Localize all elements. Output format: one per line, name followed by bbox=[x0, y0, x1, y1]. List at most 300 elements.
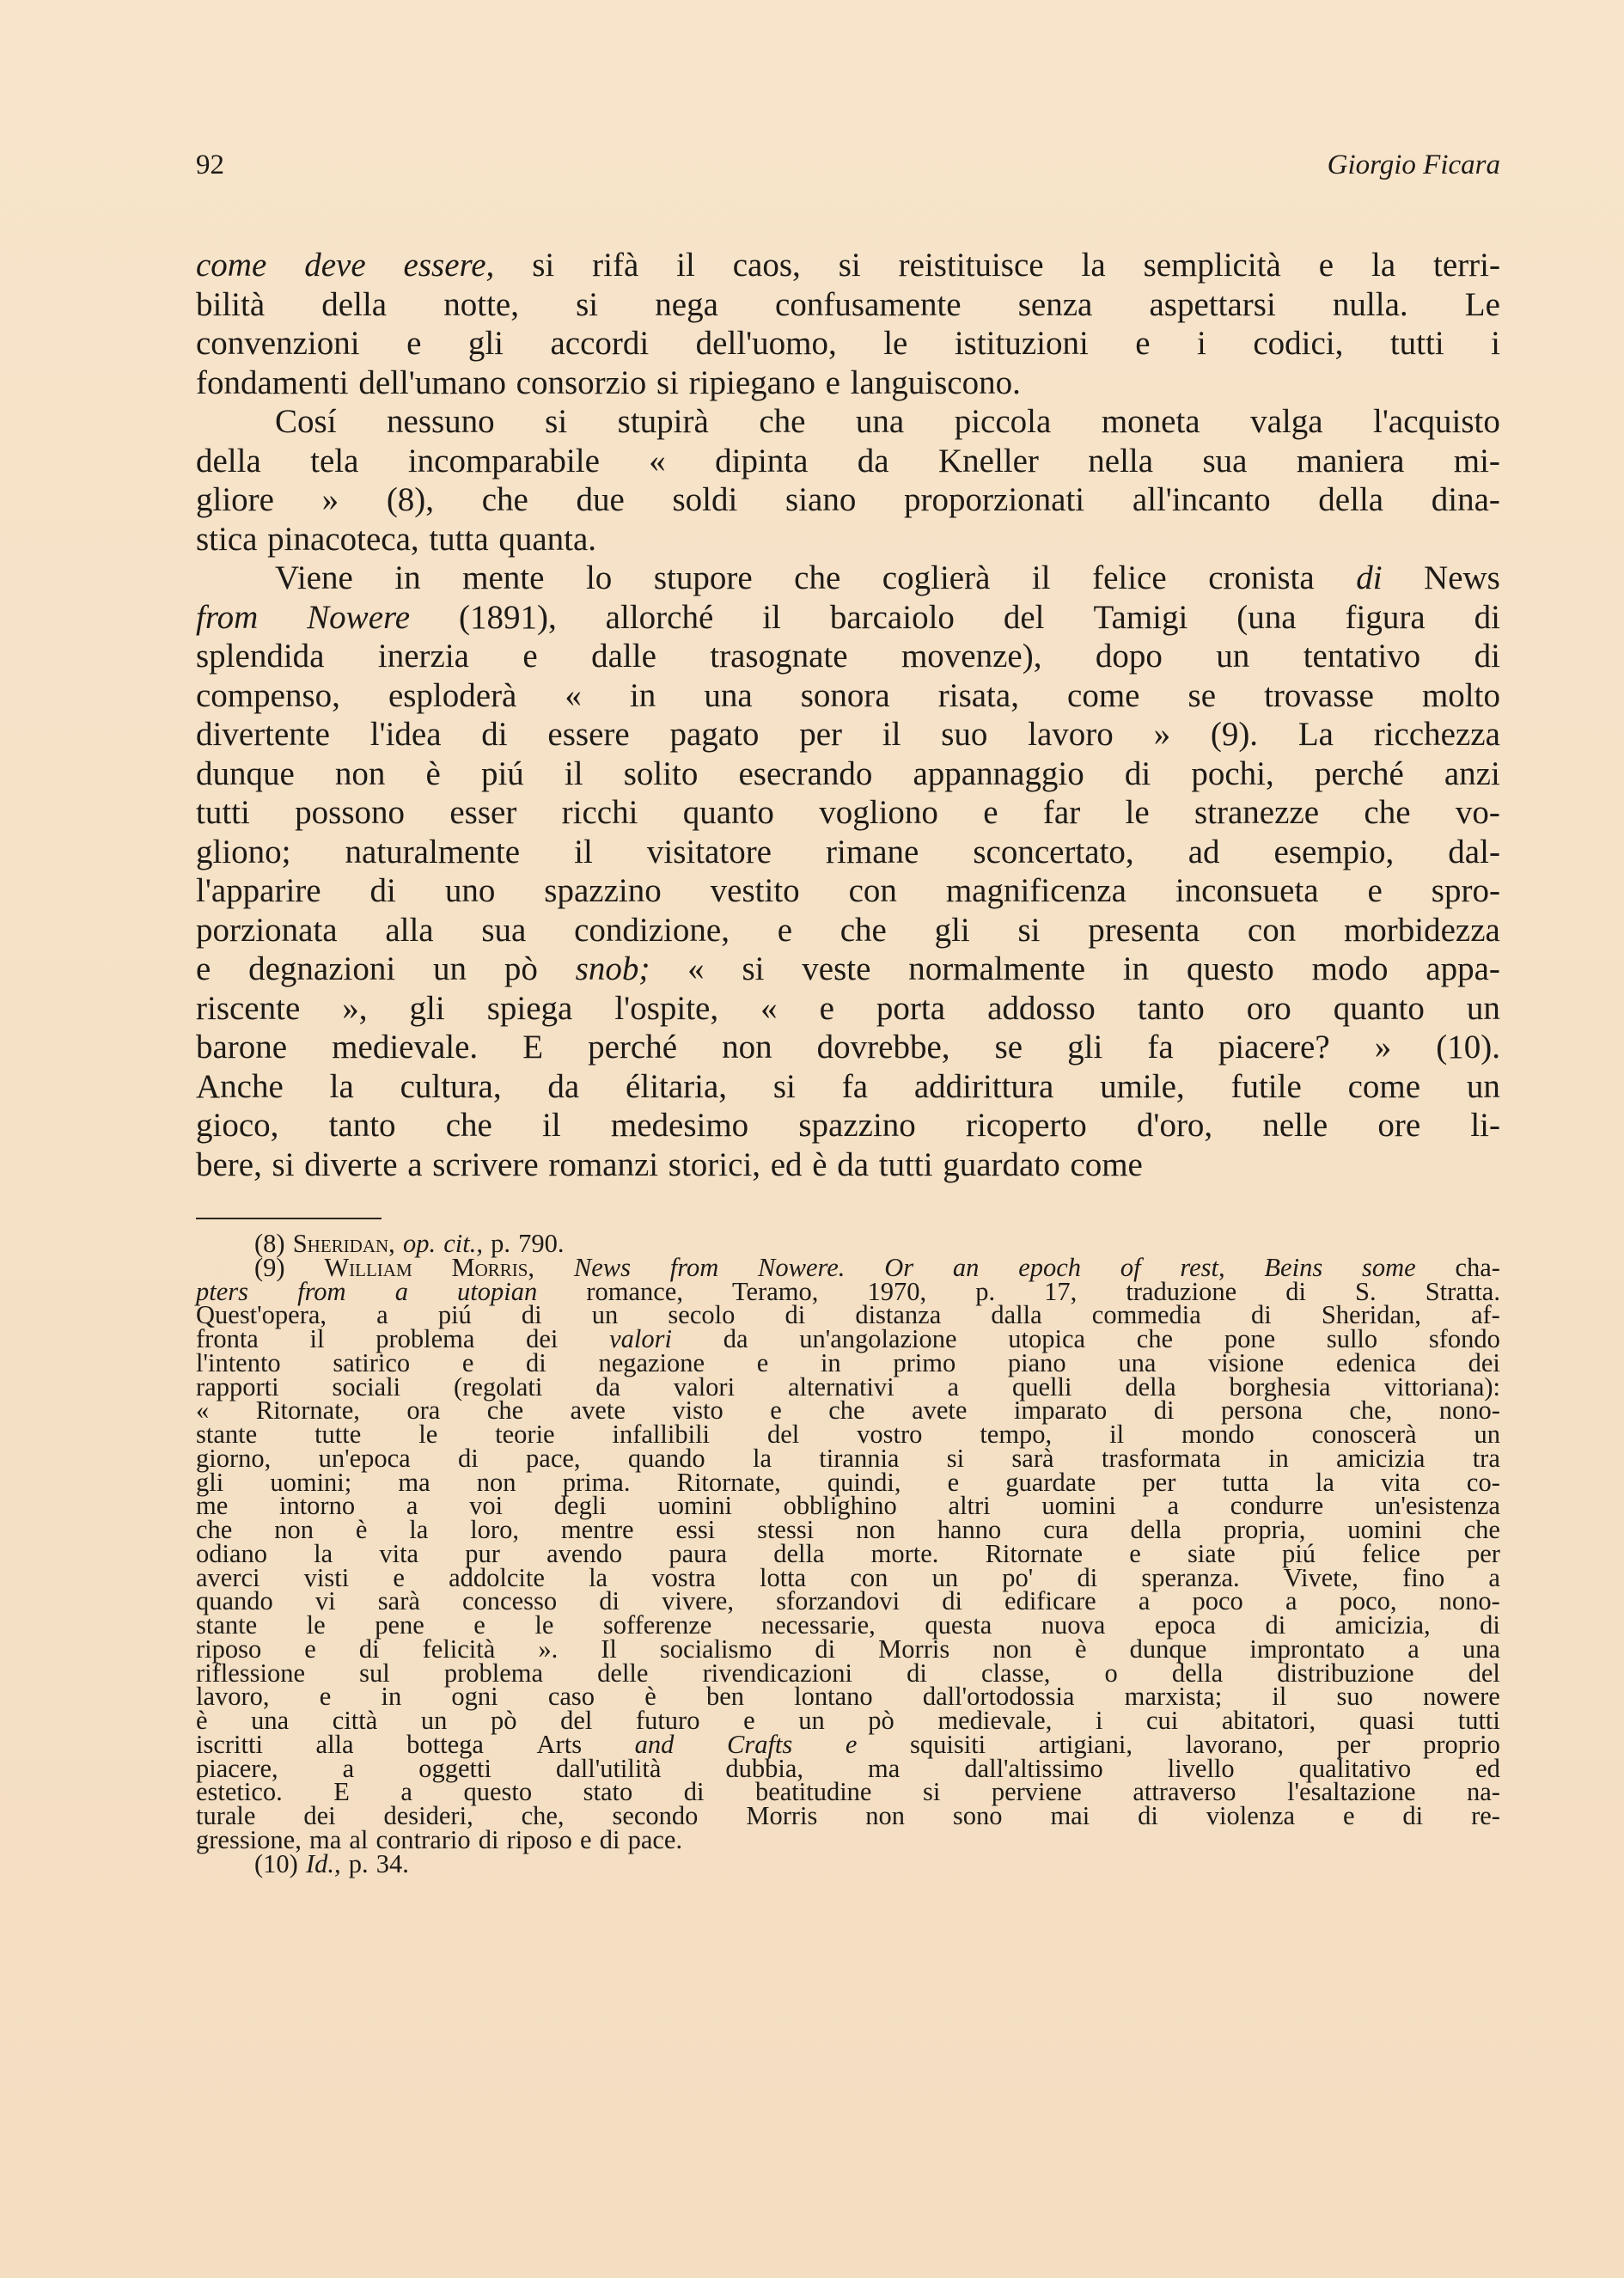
footnote-word: dall'ortodossia bbox=[922, 1682, 1075, 1712]
body-word: che bbox=[794, 559, 841, 596]
footnote-word: di bbox=[1285, 1276, 1306, 1306]
footnote-word: e bbox=[393, 1562, 405, 1592]
body-line bbox=[196, 598, 1500, 638]
footnote-word: di bbox=[1265, 1610, 1286, 1640]
body-word: » bbox=[1153, 716, 1171, 753]
footnote-word: pò bbox=[490, 1706, 517, 1735]
footnote-word: e bbox=[770, 1396, 782, 1426]
footnote-word: a bbox=[342, 1753, 355, 1783]
footnote-word: cura bbox=[1043, 1515, 1089, 1544]
footnote-word: 34. bbox=[375, 1848, 409, 1878]
footnote-word: turale bbox=[196, 1801, 256, 1830]
body-word: » bbox=[321, 481, 339, 518]
footnote-word: and bbox=[634, 1729, 675, 1759]
body-word: spro- bbox=[1431, 872, 1500, 909]
body-word: tutti bbox=[196, 794, 250, 831]
footnote-word: altri bbox=[948, 1491, 991, 1521]
body-word: dopo bbox=[1095, 638, 1163, 675]
body-word: proporzionati bbox=[904, 481, 1085, 518]
footnote-word: ma bbox=[398, 1467, 430, 1497]
footnote-word: sul bbox=[359, 1658, 390, 1688]
footnote-word: essi bbox=[675, 1515, 716, 1544]
body-word: visitatore bbox=[646, 833, 772, 870]
footnote-word: pace. bbox=[627, 1824, 683, 1854]
body-word: una bbox=[704, 676, 753, 714]
footnote-word: ogni bbox=[451, 1682, 498, 1712]
body-word: un bbox=[1216, 638, 1250, 675]
footnote-word: averci bbox=[196, 1562, 260, 1592]
body-word: quanta. bbox=[498, 520, 597, 558]
body-word: from bbox=[196, 598, 259, 636]
body-line bbox=[196, 363, 1500, 403]
body-word: di bbox=[1124, 754, 1151, 792]
body-line bbox=[196, 246, 1500, 285]
footnote-word: attraverso bbox=[1133, 1777, 1236, 1807]
body-word: inconsueta bbox=[1175, 872, 1319, 909]
footnote-word: città bbox=[332, 1706, 378, 1735]
body-word: fondamenti bbox=[196, 363, 349, 401]
footnote-word: ma bbox=[868, 1753, 901, 1783]
footnote-word: la bbox=[409, 1515, 429, 1544]
footnote-word: Stratta. bbox=[1425, 1276, 1500, 1306]
body-word: nulla. bbox=[1332, 285, 1408, 323]
footnote-word: addolcite bbox=[449, 1562, 545, 1592]
footnote-word: vita bbox=[1381, 1467, 1420, 1497]
body-word: ad bbox=[1187, 833, 1220, 870]
body-word: gli bbox=[467, 325, 504, 362]
body-word: medievale. bbox=[332, 1029, 479, 1066]
footnote-word: le bbox=[418, 1420, 438, 1449]
body-word: mi- bbox=[1453, 442, 1500, 479]
footnote-word: quelli bbox=[1011, 1371, 1072, 1402]
footnote-word: che bbox=[486, 1396, 524, 1426]
footnote-line bbox=[196, 1848, 1500, 1878]
footnote-word: felice bbox=[1362, 1538, 1420, 1568]
body-word: accordi bbox=[550, 325, 650, 362]
footnote-word: un'epoca bbox=[318, 1443, 411, 1473]
body-word: naturalmente bbox=[345, 833, 521, 870]
body-word: Anche bbox=[196, 1067, 284, 1105]
body-word: la bbox=[1371, 247, 1396, 284]
body-line bbox=[196, 833, 1500, 872]
footnote-separator bbox=[196, 1218, 382, 1219]
body-word: (10). bbox=[1436, 1029, 1500, 1066]
footnote-word: contrario bbox=[375, 1824, 471, 1854]
footnote-word: pur bbox=[465, 1538, 500, 1568]
body-word: si bbox=[656, 363, 679, 401]
footnote-word: from bbox=[669, 1252, 719, 1282]
body-word: e bbox=[1367, 872, 1383, 909]
footnote-word: non bbox=[476, 1467, 516, 1497]
footnote-word: from bbox=[297, 1276, 346, 1306]
body-word: le bbox=[883, 325, 908, 362]
body-word: dina- bbox=[1431, 481, 1500, 518]
body-word: addirittura bbox=[913, 1067, 1054, 1105]
footnote-word: dei bbox=[303, 1801, 336, 1830]
body-word: il bbox=[542, 1107, 561, 1144]
footnote-word: infallibili bbox=[612, 1420, 711, 1449]
body-word: la bbox=[329, 1067, 354, 1105]
footnote-word: siate bbox=[1187, 1538, 1236, 1568]
footnote-word: la bbox=[752, 1443, 772, 1473]
footnote-word: Beins bbox=[1264, 1252, 1323, 1282]
footnote-word: da bbox=[723, 1324, 748, 1353]
body-word: tela bbox=[310, 442, 359, 479]
body-word: sconcertato, bbox=[973, 833, 1134, 870]
footnote-word: Morris, bbox=[451, 1252, 535, 1282]
body-word: languiscono. bbox=[850, 363, 1021, 401]
body-word: inerzia bbox=[377, 638, 469, 675]
body-word: normalmente bbox=[908, 950, 1086, 987]
body-word: il bbox=[676, 247, 695, 284]
running-header bbox=[196, 150, 1500, 187]
footnote-word: conoscerà bbox=[1311, 1420, 1417, 1449]
body-word: storici, bbox=[668, 1145, 761, 1183]
body-word: tutti bbox=[1389, 325, 1444, 362]
footnote-word: secondo bbox=[612, 1801, 699, 1830]
body-word: Nowere bbox=[307, 598, 411, 636]
footnote-word: caso bbox=[547, 1682, 595, 1712]
body-word: gli bbox=[934, 911, 970, 949]
footnote-word: Crafts bbox=[727, 1729, 793, 1759]
body-word: come bbox=[1067, 676, 1140, 714]
footnote-word: primo bbox=[893, 1347, 956, 1377]
body-word: di bbox=[1474, 598, 1500, 636]
footnote-word: fino bbox=[1402, 1562, 1445, 1592]
footnote-word: tra bbox=[1472, 1443, 1500, 1473]
body-word: » bbox=[1374, 1029, 1392, 1066]
footnote-word: e bbox=[580, 1824, 592, 1854]
body-word: un bbox=[1466, 1067, 1500, 1105]
body-word: si bbox=[532, 247, 555, 284]
footnote-word: lotta bbox=[759, 1562, 807, 1592]
footnote-word: delle bbox=[597, 1658, 649, 1688]
body-word: mente bbox=[462, 559, 545, 596]
footnote-word: a bbox=[947, 1371, 960, 1402]
footnote-word: con bbox=[850, 1562, 888, 1592]
body-word: modo bbox=[1311, 950, 1389, 987]
body-word: dell'umano bbox=[358, 363, 506, 401]
body-word: gliore bbox=[196, 481, 274, 518]
footnote-word: of bbox=[1120, 1252, 1141, 1282]
footnote-word: improntato bbox=[1249, 1634, 1365, 1664]
footnote-word: bottega bbox=[406, 1729, 484, 1759]
body-word: della bbox=[196, 442, 261, 479]
footnote-word: oggetti bbox=[418, 1753, 491, 1783]
body-word: stica bbox=[196, 520, 258, 558]
footnote-word: utopica bbox=[1008, 1324, 1086, 1353]
body-word: rimane bbox=[826, 833, 919, 870]
footnote-word: suo bbox=[1336, 1682, 1373, 1712]
body-word: aspettarsi bbox=[1149, 285, 1276, 323]
footnote-word: Arts bbox=[536, 1729, 583, 1759]
body-word: semplicità bbox=[1143, 247, 1281, 284]
footnote-word: imparato bbox=[1013, 1396, 1108, 1426]
footnote-word: morte. bbox=[870, 1538, 939, 1568]
body-word: (9). bbox=[1210, 716, 1259, 753]
body-line bbox=[196, 520, 1500, 559]
footnote-word: di bbox=[526, 1347, 546, 1377]
footnote-word: epoca bbox=[1154, 1610, 1216, 1640]
footnote-word: Sheridan, bbox=[1321, 1300, 1421, 1330]
body-word: gli bbox=[409, 989, 445, 1027]
footnote-word: odiano bbox=[196, 1538, 268, 1568]
body-word: incomparabile bbox=[407, 442, 600, 479]
body-word: cronista bbox=[1208, 559, 1315, 596]
main-text bbox=[196, 246, 1500, 1184]
body-word: e bbox=[819, 989, 834, 1027]
footnote-word: voi bbox=[469, 1491, 504, 1521]
footnote-word: di bbox=[599, 1824, 620, 1854]
body-word: essere bbox=[547, 716, 630, 753]
footnote-word: intorno bbox=[278, 1491, 356, 1521]
body-word: ed bbox=[770, 1145, 803, 1183]
footnote-word: tempo, bbox=[980, 1420, 1053, 1449]
footnote-word: mai bbox=[1050, 1801, 1090, 1830]
footnote-word: livello bbox=[1167, 1753, 1235, 1783]
footnote-word: a bbox=[1167, 1491, 1180, 1521]
footnote-word: vittoriana): bbox=[1383, 1371, 1500, 1402]
footnote-word: si bbox=[922, 1777, 941, 1807]
body-line bbox=[196, 793, 1500, 833]
body-word: per bbox=[799, 716, 842, 753]
footnote-word: che, bbox=[521, 1801, 565, 1830]
footnote-word: avendo bbox=[546, 1538, 623, 1568]
footnote-word: una bbox=[251, 1706, 290, 1735]
body-line bbox=[196, 950, 1500, 989]
footnote-word: e bbox=[743, 1706, 755, 1735]
body-word: tutti bbox=[878, 1145, 933, 1183]
footnote-word: co- bbox=[1466, 1467, 1500, 1497]
footnote-word: Teramo, bbox=[732, 1276, 819, 1306]
body-word: trovasse bbox=[1264, 676, 1374, 714]
footnote-word: squisiti bbox=[910, 1729, 986, 1759]
footnote-word: e bbox=[1129, 1538, 1141, 1568]
body-line bbox=[196, 989, 1500, 1029]
body-word: Le bbox=[1464, 285, 1500, 323]
body-word: pò bbox=[504, 950, 538, 987]
footnote-word: an bbox=[952, 1252, 980, 1282]
footnote-word: Nowere. bbox=[758, 1252, 846, 1282]
footnote-word: al bbox=[349, 1824, 369, 1854]
body-word: (una bbox=[1236, 598, 1297, 636]
body-word: se bbox=[1187, 676, 1217, 714]
footnote-word: sono bbox=[952, 1801, 1003, 1830]
footnote-word: uomini; bbox=[270, 1467, 352, 1497]
body-word: da bbox=[547, 1067, 580, 1105]
body-word: se bbox=[994, 1029, 1023, 1066]
footnote-word: problema bbox=[443, 1658, 544, 1688]
body-word: condizione, bbox=[574, 911, 730, 949]
body-word: con bbox=[848, 872, 897, 909]
body-word: esploderà bbox=[388, 676, 517, 714]
page-number: 92 bbox=[196, 150, 224, 180]
footnote-word: lontano bbox=[794, 1682, 873, 1712]
body-word: possono bbox=[295, 794, 406, 831]
footnote-word: sarà bbox=[377, 1586, 420, 1616]
body-word: barcaiolo bbox=[829, 598, 955, 636]
footnote-word: piú bbox=[437, 1300, 472, 1330]
body-word: figura bbox=[1345, 598, 1426, 636]
body-word: il bbox=[574, 833, 593, 870]
body-word: essere, bbox=[403, 247, 495, 284]
footnote-word: uomini bbox=[1041, 1491, 1116, 1521]
footnote-word: in bbox=[820, 1347, 841, 1377]
footnote-word: dunque bbox=[1129, 1634, 1207, 1664]
body-word: notte, bbox=[443, 285, 519, 323]
body-word: e bbox=[406, 325, 422, 362]
body-word: i bbox=[1197, 325, 1206, 362]
body-word: movenze), bbox=[901, 638, 1042, 675]
body-word: barone bbox=[196, 1029, 288, 1066]
body-word: uno bbox=[444, 872, 496, 909]
footnote-word: me bbox=[196, 1491, 229, 1521]
body-word: gli bbox=[1067, 1029, 1103, 1066]
footnote-word: loro, bbox=[470, 1515, 519, 1544]
footnote-word: p. bbox=[491, 1229, 510, 1258]
body-word: ricchezza bbox=[1373, 716, 1500, 753]
body-word: di bbox=[369, 872, 396, 909]
body-word: si bbox=[272, 1145, 295, 1183]
footnote-word: pone bbox=[1224, 1324, 1276, 1353]
footnote-word: negazione bbox=[598, 1347, 705, 1377]
footnote-word: un bbox=[798, 1706, 825, 1735]
footnote-word: satirico bbox=[333, 1347, 411, 1377]
footnote-word: quando bbox=[196, 1586, 273, 1616]
body-line bbox=[196, 559, 1500, 598]
footnote-word: di bbox=[683, 1777, 705, 1807]
footnote-word: proprio bbox=[1423, 1729, 1500, 1759]
footnote-word: Morris bbox=[878, 1634, 950, 1664]
footnote-word: sociali bbox=[332, 1371, 401, 1402]
body-word: a bbox=[407, 1145, 423, 1183]
body-word: sua bbox=[481, 911, 527, 949]
footnote-word: dall'altissimo bbox=[964, 1753, 1103, 1783]
body-word: (8), bbox=[386, 481, 435, 518]
footnote-word: problema bbox=[375, 1324, 475, 1353]
footnote-word: vostro bbox=[857, 1420, 923, 1449]
body-word: trasognate bbox=[710, 638, 848, 675]
body-word: tanto bbox=[1137, 989, 1205, 1027]
body-word: che bbox=[445, 1107, 492, 1144]
footnote-word: visti bbox=[303, 1562, 350, 1592]
body-word: di bbox=[481, 716, 508, 753]
body-word: degnazioni bbox=[248, 950, 396, 987]
footnote-word: vita bbox=[379, 1538, 419, 1568]
body-word: News bbox=[1424, 559, 1500, 596]
footnote-word: Il bbox=[601, 1634, 617, 1664]
body-word: l'acquisto bbox=[1373, 403, 1500, 440]
body-word: perché bbox=[588, 1029, 678, 1066]
body-word: nega bbox=[655, 285, 718, 323]
footnote-word: re- bbox=[1471, 1801, 1500, 1830]
body-word: far bbox=[1042, 794, 1081, 831]
footnote-word: non bbox=[992, 1634, 1032, 1664]
footnote-word: stato bbox=[583, 1777, 633, 1807]
footnote-word: socialismo bbox=[659, 1634, 772, 1664]
body-line bbox=[196, 442, 1500, 481]
footnote-word: del bbox=[560, 1706, 593, 1735]
footnote-word: piacere, bbox=[196, 1753, 278, 1783]
body-word: Viene bbox=[275, 559, 353, 596]
footnote-word: i bbox=[1095, 1706, 1103, 1735]
body-word: sua bbox=[1202, 442, 1248, 479]
body-word: il bbox=[1031, 559, 1051, 596]
footnote-word: dall'utilità bbox=[555, 1753, 662, 1783]
footnote-word: visione bbox=[1208, 1347, 1285, 1377]
footnote-word: romance, bbox=[586, 1276, 683, 1306]
footnote-word: dalla bbox=[991, 1300, 1042, 1330]
body-word: fa bbox=[841, 1067, 869, 1105]
body-word: si bbox=[1017, 911, 1041, 949]
footnote-word: nono- bbox=[1438, 1396, 1500, 1426]
footnote-word: tutte bbox=[314, 1420, 362, 1449]
footnote-word: giorno, bbox=[196, 1443, 272, 1473]
body-word: del bbox=[1003, 598, 1045, 636]
footnote-word: ben bbox=[705, 1682, 744, 1712]
body-word: veste bbox=[802, 950, 871, 987]
body-line bbox=[196, 1028, 1500, 1067]
body-word: si bbox=[772, 1067, 796, 1105]
body-word: ripiegano bbox=[688, 363, 815, 401]
footnote-word: quando bbox=[627, 1443, 705, 1473]
footnote-word: le bbox=[306, 1610, 326, 1640]
footnote-word: qualitativo bbox=[1298, 1753, 1412, 1783]
body-word: allorché bbox=[605, 598, 714, 636]
body-word: soldi bbox=[672, 481, 738, 518]
body-word: il bbox=[882, 716, 901, 753]
body-word: nelle bbox=[1262, 1107, 1328, 1144]
body-word: i bbox=[1491, 325, 1500, 362]
body-word: vogliono bbox=[819, 794, 938, 831]
footnote-word: sfondo bbox=[1428, 1324, 1500, 1353]
footnote-word: e bbox=[845, 1729, 858, 1759]
footnote-word: hanno bbox=[937, 1515, 1002, 1544]
footnote-word: la bbox=[589, 1562, 608, 1592]
body-word: che bbox=[759, 403, 806, 440]
footnote-word: e bbox=[756, 1347, 769, 1377]
footnote-word: rest, bbox=[1180, 1252, 1225, 1282]
body-word: divertente bbox=[196, 716, 330, 753]
footnote-word: di bbox=[1250, 1300, 1272, 1330]
body-word: piú bbox=[480, 754, 524, 792]
body-word: piccola bbox=[954, 403, 1052, 440]
footnote-word: di bbox=[942, 1586, 962, 1616]
footnote-word: tutti bbox=[1457, 1706, 1500, 1735]
footnote-word: p. bbox=[975, 1276, 996, 1306]
body-word: vestito bbox=[710, 872, 800, 909]
footnote-word: questa bbox=[925, 1610, 992, 1640]
footnote-word: Or bbox=[884, 1252, 914, 1282]
footnote-word: 790. bbox=[518, 1229, 565, 1258]
body-word: e bbox=[777, 911, 792, 949]
body-word: le bbox=[1125, 794, 1150, 831]
footnote-word: (regolati bbox=[454, 1371, 543, 1402]
footnote-word: per bbox=[1467, 1538, 1500, 1568]
footnote-word: di bbox=[358, 1634, 380, 1664]
body-word: dovrebbe, bbox=[816, 1029, 950, 1066]
footnote-word: che bbox=[1463, 1515, 1500, 1544]
footnote-word: sarà bbox=[1011, 1443, 1054, 1473]
footnote-word: S. bbox=[1355, 1276, 1377, 1306]
body-word: è bbox=[425, 754, 441, 792]
footnote-word: tirannia bbox=[819, 1443, 900, 1473]
footnote-word: amicizia, bbox=[1334, 1610, 1431, 1640]
body-word: tentativo bbox=[1303, 638, 1421, 675]
body-word: nessuno bbox=[387, 403, 495, 440]
footnote-word: avete bbox=[912, 1396, 968, 1426]
footnote-word: epoch bbox=[1018, 1252, 1082, 1282]
